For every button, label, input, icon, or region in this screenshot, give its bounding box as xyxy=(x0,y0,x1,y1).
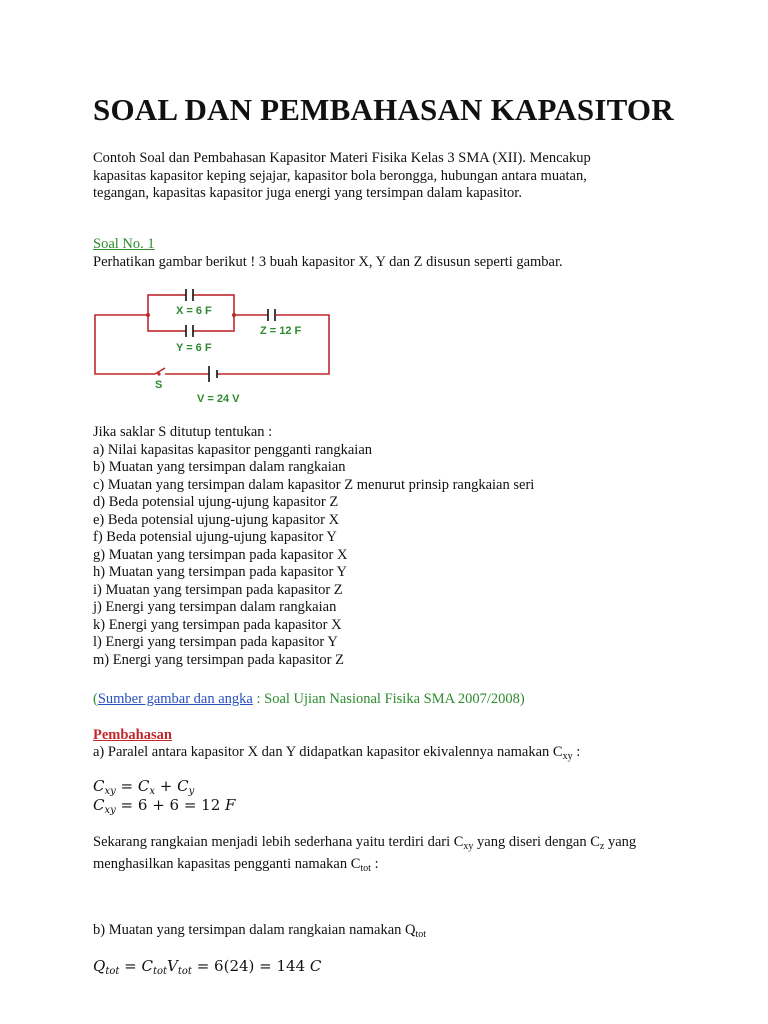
junction-dot-left xyxy=(146,313,150,317)
intro-line: kapasitas kapasitor keping sejajar, kapasitor bola berongga, hubungan antara muatan, xyxy=(93,167,587,184)
question-list xyxy=(93,424,534,669)
capacitor-y xyxy=(186,325,193,337)
label-s: S xyxy=(155,379,163,391)
label-x: X = 6 F xyxy=(176,305,212,317)
eq2-unit: F xyxy=(225,796,236,814)
soal-prompt: Perhatikan gambar berikut ! 3 buah kapasitor X, Y dan Z disusun seperti gambar. xyxy=(93,254,563,270)
eq2-lhs-sub: xy xyxy=(104,805,116,816)
circuit-diagram xyxy=(93,284,338,409)
eq3-v-sub: tot xyxy=(177,966,192,977)
eq3-unit: C xyxy=(309,957,322,975)
answer-a-sub: xy xyxy=(562,751,573,762)
question-item: a) Nilai kapasitas kapasitor pengganti rangkaian xyxy=(93,441,373,458)
eq1-mid-sub: x xyxy=(149,786,156,797)
page-title: SOAL DAN PEMBAHASAN KAPASITOR xyxy=(93,92,674,127)
paragraph-series xyxy=(93,834,636,877)
question-item: d) Beda potensial ujung-ujung kapasitor Z xyxy=(93,494,339,510)
p2-l1-a: Sekarang rangkaian menjadi lebih sederhana yaitu terdiri dari C xyxy=(93,834,464,850)
junction-dot-right xyxy=(232,313,236,317)
eq2-rhs: = 6 + 6 = 12 xyxy=(115,796,226,814)
p2-l2-sub: tot xyxy=(360,862,371,874)
question-item: g) Muatan yang tersimpan pada kapasitor X xyxy=(93,546,348,563)
answer-b-sub: tot xyxy=(415,929,427,940)
p2-l1-b: yang diseri dengan C xyxy=(473,834,600,850)
pembahasan-heading: Pembahasan xyxy=(93,727,172,743)
eq3-c-sub: tot xyxy=(152,966,168,977)
capacitor-z xyxy=(268,309,279,321)
eq1-end-sub: y xyxy=(188,786,195,797)
p2-l1-sub1: xy xyxy=(463,841,474,852)
battery-v xyxy=(209,366,217,382)
eq1-mid: = C xyxy=(115,777,150,795)
label-z: Z = 12 F xyxy=(260,325,302,337)
paragraph-series-line2 xyxy=(93,856,636,878)
eq3-c: = C xyxy=(119,957,153,975)
label-v: V = 24 V xyxy=(197,393,240,405)
source-paren: ( xyxy=(93,691,98,707)
paragraph-series-line1 xyxy=(93,834,636,856)
question-item: b) Muatan yang tersimpan dalam rangkaian xyxy=(93,459,346,475)
eq1-lhs-sub: xy xyxy=(104,786,116,797)
intro-paragraph xyxy=(93,150,591,203)
eq2-lhs: C xyxy=(93,796,105,814)
eq1-plus: + C xyxy=(155,777,189,795)
question-item: l) Energi yang tersimpan pada kapasitor Y xyxy=(93,634,338,650)
capacitor-x xyxy=(186,289,193,301)
question-intro: Jika saklar S ditutup tentukan : xyxy=(93,424,273,440)
question-item: f) Beda potensial ujung-ujung kapasitor Y xyxy=(93,529,337,545)
eq3-rhs: = 6(24) = 144 xyxy=(191,957,310,975)
p2-l2-b: : xyxy=(370,855,379,872)
answer-b-text xyxy=(93,922,426,944)
question-item: j) Energi yang tersimpan dalam rangkaian xyxy=(93,599,337,615)
answer-b-label: b) Muatan yang tersimpan dalam rangkaian namakan Q xyxy=(93,922,416,938)
p2-l1-sub2: z xyxy=(599,841,605,852)
eq3-q: Q xyxy=(93,957,106,975)
source-line xyxy=(93,691,525,709)
source-rest: : Soal Ujian Nasional Fisika SMA 2007/2008) xyxy=(252,691,525,707)
question-item: h) Muatan yang tersimpan pada kapasitor Y xyxy=(93,564,347,580)
question-item: m) Energi yang tersimpan pada kapasitor Z xyxy=(93,651,344,668)
intro-line: tegangan, kapasitas kapasitor juga energi yang tersimpan dalam kapasitor. xyxy=(93,185,522,201)
eq3-q-sub: tot xyxy=(105,966,120,977)
question-item: c) Muatan yang tersimpan dalam kapasitor Z menurut prinsip rangkaian seri xyxy=(93,476,535,493)
question-item: e) Beda potensial ujung-ujung kapasitor X xyxy=(93,511,340,528)
label-y: Y = 6 F xyxy=(176,342,212,354)
answer-a-end: : xyxy=(572,744,581,760)
eq1-lhs: C xyxy=(93,777,105,795)
intro-line: Contoh Soal dan Pembahasan Kapasitor Materi Fisika Kelas 3 SMA (XII). Mencakup xyxy=(93,150,591,166)
question-item: k) Energi yang tersimpan pada kapasitor X xyxy=(93,616,342,633)
p2-l2-a: menghasilkan kapasitas pengganti namakan C xyxy=(93,855,361,872)
answer-a-text xyxy=(93,744,580,766)
source-link[interactable]: Sumber gambar dan angka xyxy=(97,691,253,707)
equation-qtot xyxy=(93,958,321,981)
p2-l1-c: yang xyxy=(604,834,637,850)
question-item: i) Muatan yang tersimpan pada kapasitor Z xyxy=(93,581,343,598)
switch-contact xyxy=(157,372,160,375)
eq3-v: V xyxy=(167,957,178,975)
circuit-wire-left xyxy=(95,315,155,374)
soal-heading: Soal No. 1 xyxy=(93,236,155,252)
equation-cxy-value xyxy=(93,797,235,820)
answer-a-label: a) Paralel antara kapasitor X dan Y didapatkan kapasitor ekivalennya namakan C xyxy=(93,744,563,760)
